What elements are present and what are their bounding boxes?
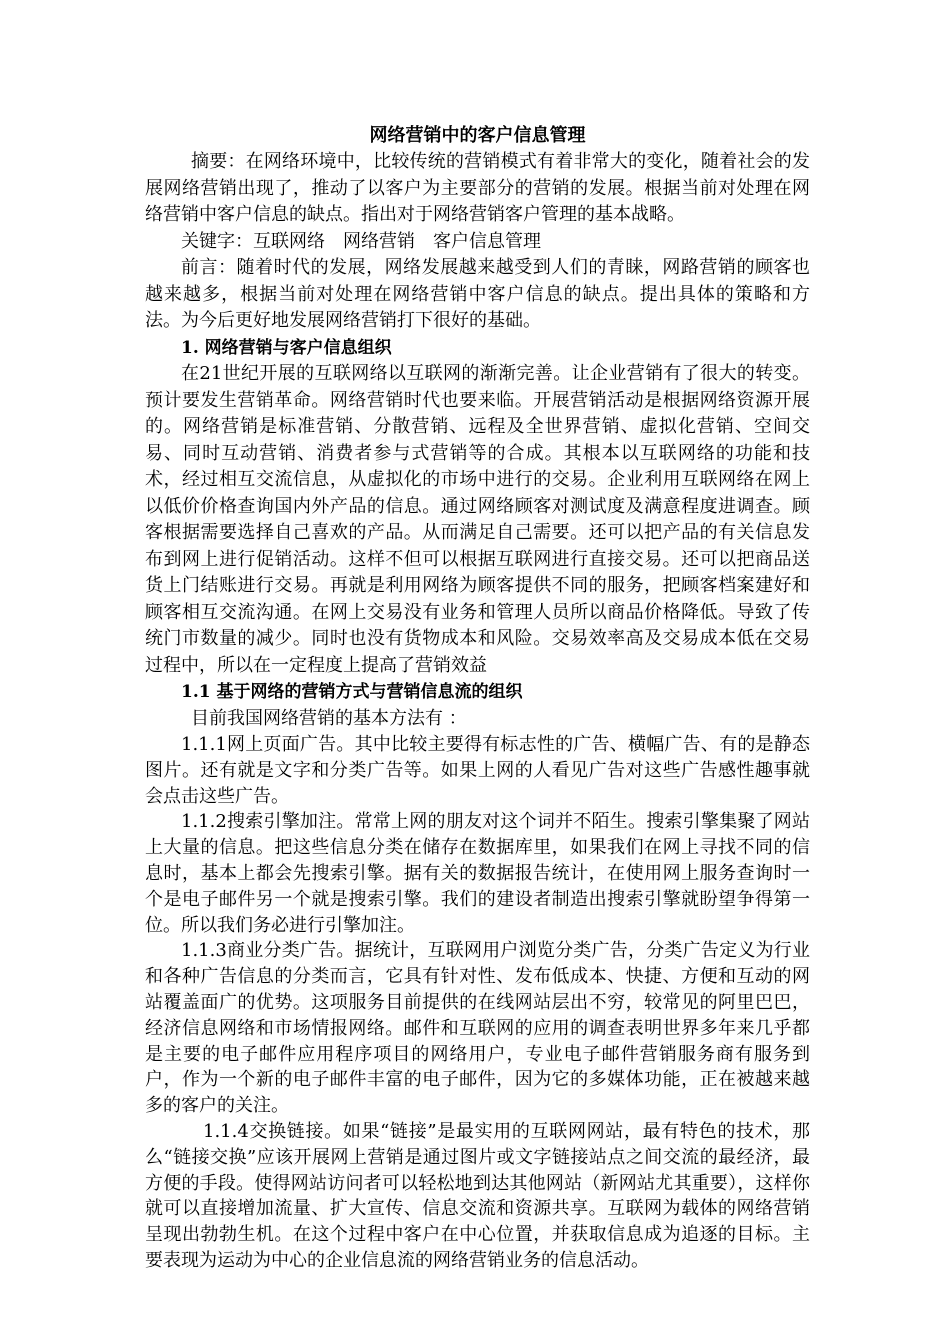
section-1-1-intro: 目前我国网络营销的基本方法有 ： [191,707,467,729]
item-1-1-3: 1.1.3商业分类广告。据统计，互联网用户浏览分类广告，分类广告定义为行业和各种广告信息的分类而言，它具有针对性、发布低成本、快捷、方便和互动的网站覆盖面广的优势。这项服务目前提供的在线网站层出不穷，较常见的阿里巴巴，经济信息网络和市场情报网络。邮件和互联网的应用的调查表明世界多年来几乎都是主要的电子邮件应用程序项目的网络用户，专业电子邮件营销服务商有服务到户，作为一个新的电子邮件丰富的电子邮件，因为它的多媒体功能，正在被越来越多的客户的关注。 [145,940,810,1117]
section-1-body: 在21世纪开展的互联网络以互联网的渐渐完善。让企业营销有了很大的转变。预计要发生营销革命。网络营销时代也要来临。开展营销活动是根据网络资源开展的。网络营销是标准营销、分散营销、远程及全世界营销、虚拟化营销、空间交易、同时互动营销、消费者参与式营销等的合成。其根本以互联网络的功能和技术，经过相互交流信息，从虚拟化的市场中进行的交易。企业利用互联网络在网上以低价价格查询国内外产品的信息。通过网络顾客对测试度及满意程度进调查。顾客根据需要选择自己喜欢的产品。从而满足自己需要。还可以把产品的有关信息发布到网上进行促销活动。这样不但可以根据互联网进行直接交易。还可以把商品送货上门结账进行交易。再就是利用网络为顾客提供不同的服务，把顾客档案建好和顾客相互交流沟通。在网上交易没有业务和管理人员所以商品价格降低。导致了传统门市数量的减少。同时也没有货物成本和风险。交易效率高及交易成本低在交易过程中，所以在一定程度上提高了营销效益 [145,363,810,676]
item-1-1-2: 1.1.2搜索引擎加注。常常上网的朋友对这个词并不陌生。搜索引擎集聚了网站上大量的信息。把这些信息分类在储存在数据库里，如果我们在网上寻找不同的信息时，基本上都会先搜索引擎。据有关的数据报告统计，在使用网上服务查询时一个是电子邮件另一个就是搜索引擎。我们的建设者制造出搜索引擎就盼望争得第一位。所以我们务必进行引擎加注。 [145,811,810,936]
keywords-label: 关键字： [181,230,253,252]
keyword-2: 网络营销 [343,230,415,252]
keyword-3: 客户信息管理 [433,230,541,252]
keyword-1: 互联网络 [253,230,325,252]
document-page [145,122,810,1274]
item-1-1-4: 1.1.4交换链接。如果“链接”是最实用的互联网网站，最有特色的技术，那么“链接交换”应该开展网上营销是通过图片或文字链接站点之间交流的最经济，最方便的手段。使得网站访问者可以轻松地到达其他网站（新网站尤其重要），这样你就可以直接增加流量、扩大宣传、信息交流和资源共享。互联网为载体的网络营销呈现出勃勃生机。在这个过程中客户在中心位置，并获取信息成为追逐的目标。主要表现为运动为中心的企业信息流的网络营销业务的信息活动。 [145,1120,810,1271]
preface-paragraph: 前言：随着时代的发展，网络发展越来越受到人们的青睐，网路营销的顾客也越来越多，根据当前对处理在网络营销中客户信息的缺点。提出具体的策略和方法。为今后更好地发展网络营销打下很好的基础。 [145,257,810,331]
section-1-heading: 1. 网络营销与客户信息组织 [181,337,392,358]
item-1-1-1: 1.1.1网上页面广告。其中比较主要得有标志性的广告、横幅广告、有的是静态图片。还有就是文字和分类广告等。如果上网的人看见广告对这些广告感性趣事就会点击这些广告。 [145,734,810,807]
keywords-line [145,229,810,256]
document-title: 网络营销中的客户信息管理 [369,125,586,146]
section-1-1-heading: 1.1 基于网络的营销方式与营销信息流的组织 [181,682,523,702]
abstract-paragraph: 摘要：在网络环境中，比较传统的营销模式有着非常大的变化，随着社会的发展网络营销出现了，推动了以客户为主要部分的营销的发展。根据当前对处理在网络营销中客户信息的缺点。指出对于网络营销客户管理的基本战略。 [145,151,810,225]
